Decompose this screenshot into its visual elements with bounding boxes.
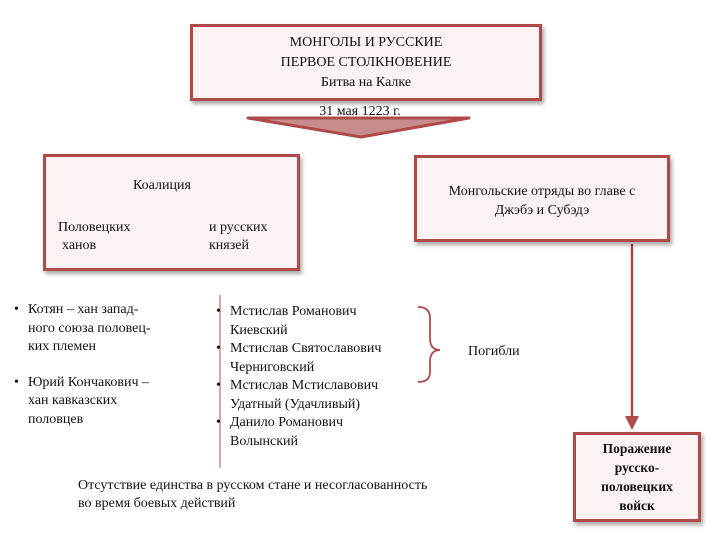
prince-3-name: Мстислав Мстиславович — [230, 378, 379, 393]
result-line-4: войск — [619, 498, 655, 513]
kotyan-line-1: Котян – хан запад- — [28, 302, 139, 317]
prince-1-title: Киевский — [230, 322, 288, 338]
battle-date: 31 мая 1223 г. — [319, 104, 401, 119]
yuri-line-1: Юрий Кончакович – — [28, 374, 149, 390]
coalition-princes-line-2: князей — [209, 238, 249, 253]
list-item-kotyan — [12, 301, 151, 357]
conclusion-line-1: Отсутствие единства в русском стане и несогласованность — [78, 478, 428, 493]
yuri-line-2: хан кавказских — [28, 393, 118, 408]
coalition-khans-line-2: ханов — [62, 238, 97, 253]
prince-4-name: Данило Романович — [230, 415, 344, 430]
list-item-mstislav-mstislavovich — [214, 377, 381, 414]
perished-label: Погибли — [468, 344, 520, 359]
list-item-danilo-romanovich — [214, 414, 381, 451]
mongol-forces-line-2: Джэбэ и Субэдэ — [494, 203, 590, 218]
result-line-2: русско- — [614, 460, 660, 475]
title-line-3: Битва на Калке — [320, 75, 412, 90]
princes-list — [214, 303, 381, 451]
kotyan-line-3: ких племен — [28, 339, 97, 354]
curly-brace — [418, 307, 440, 382]
list-item-mstislav-romanovich — [214, 303, 381, 340]
coalition-khans-line-1: Половецких — [58, 220, 131, 235]
coalition-heading: Коалиция — [133, 178, 191, 193]
result-line-3: половецких — [601, 479, 673, 494]
coalition-princes-line-1: и русских — [209, 220, 268, 235]
kotyan-line-2: ного союза половец- — [28, 320, 151, 336]
khans-list — [12, 301, 151, 429]
title-line-1: МОНГОЛЫ И РУССКИЕ — [289, 35, 443, 50]
conclusion-line-2: во время боевых действий — [78, 496, 236, 511]
title-line-2: ПЕРВОЕ СТОЛКНОВЕНИЕ — [280, 55, 452, 70]
prince-4-title: Волынский — [230, 433, 299, 449]
yuri-line-3: половцев — [28, 411, 84, 427]
prince-2-name: Мстислав Святославович — [230, 341, 382, 356]
prince-1-name: Мстислав Романович — [230, 304, 357, 319]
list-item-mstislav-svyatoslavovich — [214, 340, 381, 377]
list-item-yuri — [12, 374, 151, 430]
mongol-forces-line-1: Монгольские отряды во главе с — [448, 184, 636, 199]
result-arrow-head — [625, 416, 639, 430]
prince-2-title: Черниговский — [230, 359, 315, 375]
result-line-1: Поражение — [602, 441, 672, 456]
prince-3-title: Удатный (Удачливый) — [230, 396, 361, 412]
